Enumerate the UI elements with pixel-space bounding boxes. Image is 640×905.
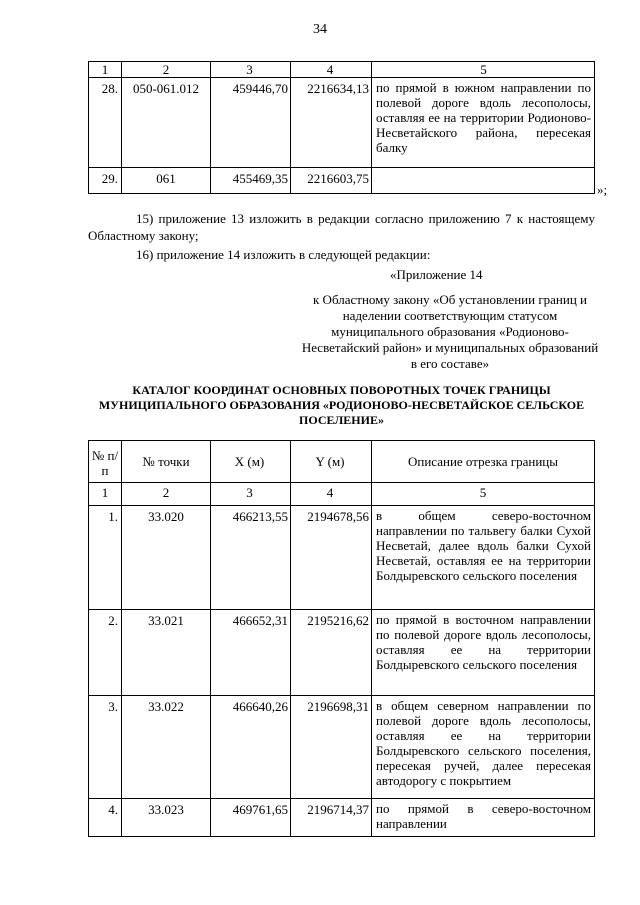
segment-description [372, 168, 595, 194]
appendix-title: «Приложение 14 [390, 267, 483, 282]
row-index: 3. [89, 696, 122, 799]
y-coordinate: 2216634,13 [291, 78, 372, 168]
point-id: 33.023 [122, 799, 211, 837]
table-row [89, 799, 595, 837]
row-index: 4. [89, 799, 122, 837]
point-id: 33.021 [122, 610, 211, 696]
segment-description: по прямой в северо-восточном направлении [372, 799, 595, 837]
x-coordinate: 459446,70 [211, 78, 291, 168]
point-id: 33.020 [122, 506, 211, 610]
header-x: X (м) [211, 441, 291, 483]
segment-description: по прямой в южном направлении по полевой дороге вдоль лесополосы, оставляя ее на территории Родионово-Несветайского района, пересекая балку [372, 78, 595, 168]
table-header-row [89, 62, 595, 78]
table-row [89, 610, 595, 696]
row-index: 1. [89, 506, 122, 610]
col-2-number: 2 [122, 483, 211, 506]
table-numbering-row [89, 483, 595, 506]
y-coordinate: 2216603,75 [291, 168, 372, 194]
header-row-number: № п/п [89, 441, 122, 483]
segment-description: по прямой в восточном направлении по полевой дороге вдоль лесополосы, оставляя ее на территории Болдыревского сельского поселения [372, 610, 595, 696]
y-coordinate: 2196714,37 [291, 799, 372, 837]
x-coordinate: 455469,35 [211, 168, 291, 194]
header-y: Y (м) [291, 441, 372, 483]
row-index: 29. [89, 168, 122, 194]
catalog-title: КАТАЛОГ КООРДИНАТ ОСНОВНЫХ ПОВОРОТНЫХ ТОЧЕК ГРАНИЦЫ МУНИЦИПАЛЬНОГО ОБРАЗОВАНИЯ «РОДИОНОВО-НЕСВЕТАЙСКОЕ СЕЛЬСКОЕ ПОСЕЛЕНИЕ» [98, 383, 585, 427]
coordinates-table [88, 440, 595, 837]
y-coordinate: 2196698,31 [291, 696, 372, 799]
row-index: 28. [89, 78, 122, 168]
paragraph-16: 16) приложение 14 изложить в следующей редакции: [136, 247, 431, 262]
col-5-number: 5 [372, 483, 595, 506]
appendix-reference: к Областному закону «Об установлении границ и наделении соответствующим статусом муниципального образования «Родионово-Несветайский район» и муниципальных образований в его составе» [301, 292, 599, 371]
table-row [89, 168, 595, 194]
col-4-number: 4 [291, 483, 372, 506]
table-row [89, 78, 595, 168]
col-2-number: 2 [122, 62, 211, 78]
table-row [89, 506, 595, 610]
col-3-number: 3 [211, 483, 291, 506]
header-description: Описание отрезка границы [372, 441, 595, 483]
y-coordinate: 2194678,56 [291, 506, 372, 610]
table-row [89, 696, 595, 799]
x-coordinate: 466640,26 [211, 696, 291, 799]
x-coordinate: 466213,55 [211, 506, 291, 610]
col-1-number: 1 [89, 483, 122, 506]
col-3-number: 3 [211, 62, 291, 78]
page-number: 34 [313, 22, 327, 37]
x-coordinate: 466652,31 [211, 610, 291, 696]
segment-description: в общем северном направлении по полевой дороге вдоль лесополосы, оставляя ее на территории Болдыревского сельского поселения, пересекая ручей, далее пересекая автодорогу с покрытием [372, 696, 595, 799]
table-header-row [89, 441, 595, 483]
segment-description: в общем северо-восточном направлении по тальвегу балки Сухой Несветай, далее вдоль балки Сухой Несветай, оставляя ее на территории Болдыревского сельского поселения [372, 506, 595, 610]
x-coordinate: 469761,65 [211, 799, 291, 837]
closing-quote: »; [597, 182, 608, 197]
paragraph-15: 15) приложение 13 изложить в редакции согласно приложению 7 к настоящему Областному закону; [88, 211, 595, 243]
header-point-number: № точки [122, 441, 211, 483]
col-5-number: 5 [372, 62, 595, 78]
row-index: 2. [89, 610, 122, 696]
top-table [88, 61, 595, 194]
point-id: 061 [122, 168, 211, 194]
col-4-number: 4 [291, 62, 372, 78]
point-id: 050-061.012 [122, 78, 211, 168]
point-id: 33.022 [122, 696, 211, 799]
col-1-number: 1 [89, 62, 122, 78]
y-coordinate: 2195216,62 [291, 610, 372, 696]
